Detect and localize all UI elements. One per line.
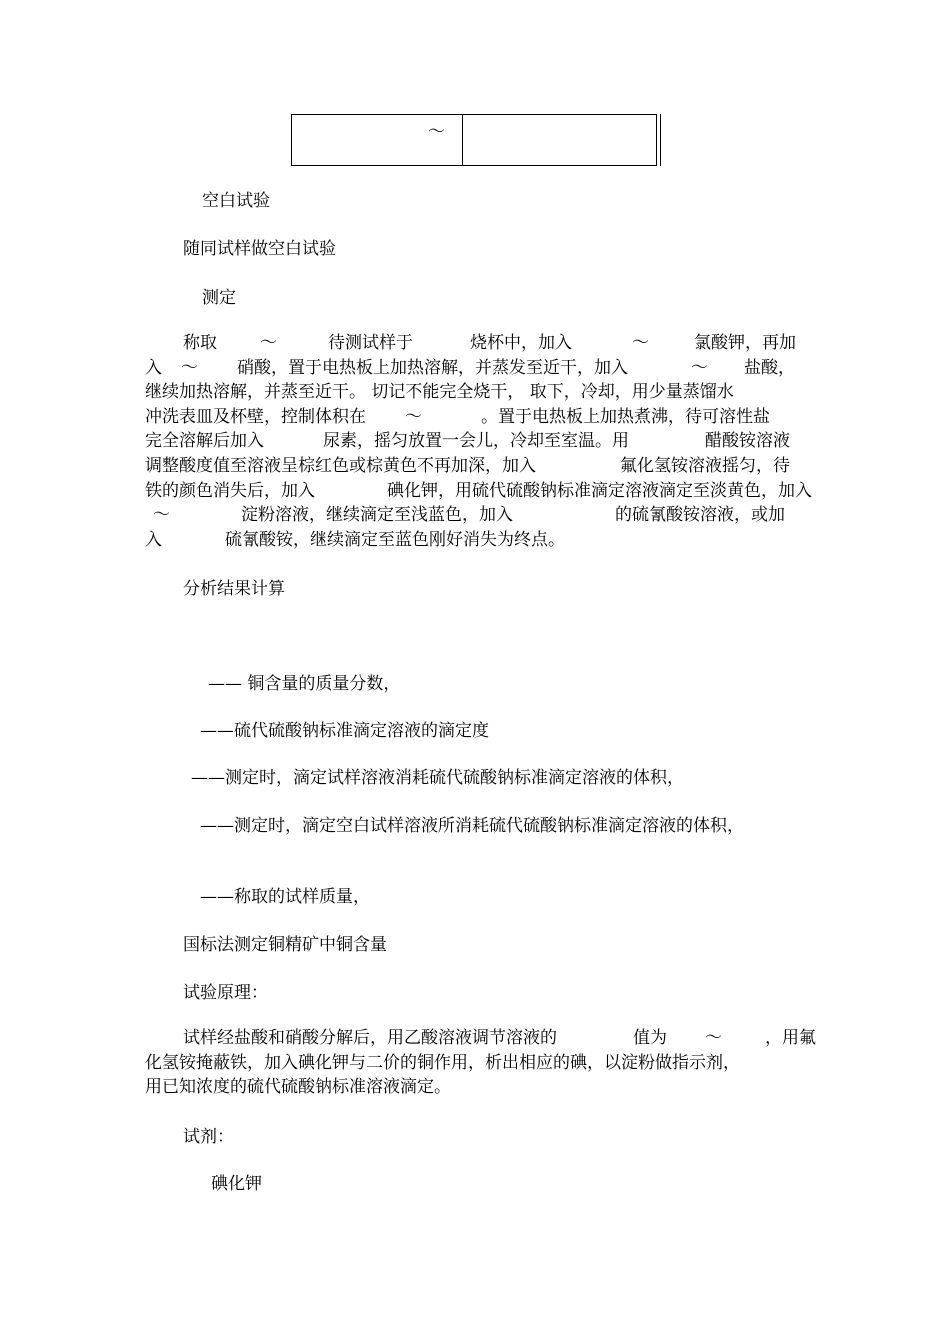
parameter-table bbox=[291, 114, 657, 166]
text-segment: 碘化钾，用硫代硫酸钠标准滴定溶液滴定至淡黄色，加入 bbox=[387, 480, 812, 501]
table-divider bbox=[462, 115, 463, 165]
procedure-row bbox=[145, 454, 810, 479]
procedure-row bbox=[145, 503, 810, 528]
text-segment: 。置于电热板上加热煮沸，待可溶性盐 bbox=[481, 406, 770, 427]
definition-sample-volume: ——测定时，滴定试样溶液消耗硫代硫酸钠标准滴定溶液的体积， bbox=[191, 768, 684, 788]
principle-paragraph bbox=[145, 1026, 816, 1100]
definition-titer: ——硫代硫酸钠标准滴定溶液的滴定度 bbox=[200, 721, 489, 741]
text-segment: 的硫氰酸铵溶液，或加 bbox=[615, 505, 785, 526]
text-segment: ～ bbox=[153, 505, 170, 526]
text-segment: 氟化氢铵溶液摇匀，待 bbox=[620, 455, 790, 476]
heading-reagents: 试剂： bbox=[183, 1127, 234, 1147]
text-segment: 盐酸， bbox=[744, 357, 795, 378]
text-segment: 试样经盐酸和硝酸分解后，用乙酸溶液调节溶液的 bbox=[183, 1028, 557, 1048]
procedure-row bbox=[145, 479, 810, 504]
text-segment: 醋酸铵溶液 bbox=[705, 431, 790, 452]
text-segment: 用已知浓度的硫代硫酸钠标准溶液滴定。 bbox=[145, 1077, 451, 1098]
text-segment: 铁的颜色消失后，加入 bbox=[145, 480, 315, 501]
text-segment: 值为 bbox=[633, 1028, 667, 1048]
text-segment: ～ bbox=[181, 357, 198, 378]
procedure-row bbox=[145, 429, 810, 454]
text-segment: ～ bbox=[632, 333, 649, 353]
heading-blank-test: 空白试验 bbox=[202, 191, 270, 211]
blank-test-description: 随同试样做空白试验 bbox=[183, 239, 336, 259]
heading-calc: 分析结果计算 bbox=[183, 579, 285, 599]
text-segment: 调整酸度值至溶液呈棕红色或棕黄色不再加深，加入 bbox=[145, 455, 536, 476]
procedure-row bbox=[145, 405, 810, 430]
definition-sample-mass: ——称取的试样质量， bbox=[200, 887, 370, 907]
heading-principle: 试验原理： bbox=[183, 983, 268, 1003]
text-segment: ～ bbox=[691, 357, 708, 378]
text-segment: 称取 bbox=[183, 333, 217, 353]
text-segment: ～ bbox=[405, 406, 422, 427]
procedure-row bbox=[145, 528, 810, 553]
text-segment: 继续加热溶解，并蒸至近干。 切记不能完全烧干， 取下，冷却，用少量蒸馏水 bbox=[145, 382, 734, 403]
text-segment: ，用氟 bbox=[765, 1028, 816, 1048]
reagent-ki: 碘化钾 bbox=[211, 1174, 262, 1194]
procedure-row bbox=[145, 356, 810, 381]
text-segment: 氯酸钾，再加 bbox=[694, 333, 796, 353]
procedure-row bbox=[145, 380, 810, 405]
principle-row bbox=[145, 1075, 810, 1100]
principle-row bbox=[145, 1051, 810, 1076]
text-segment: 待测试样于 bbox=[328, 333, 413, 353]
text-segment: 化氢铵掩蔽铁，加入碘化钾与二价的铜作用，析出相应的碘，以淀粉做指示剂， bbox=[145, 1052, 740, 1073]
text-segment: 硝酸，置于电热板上加热溶解，并蒸发至近干，加入 bbox=[237, 357, 628, 378]
principle-row bbox=[145, 1026, 816, 1051]
text-segment: ～ bbox=[705, 1028, 722, 1048]
text-segment: 烧杯中，加入 bbox=[470, 333, 572, 353]
table-cell-range: ～ bbox=[428, 122, 445, 142]
text-segment: 冲洗表皿及杯壁，控制体积在 bbox=[145, 406, 366, 427]
heading-gb-method: 国标法测定铜精矿中铜含量 bbox=[183, 935, 387, 955]
definition-blank-volume: ——测定时，滴定空白试样溶液所消耗硫代硫酸钠标准滴定溶液的体积， bbox=[200, 816, 744, 836]
table-double-border bbox=[660, 114, 661, 166]
text-segment: ～ bbox=[260, 333, 277, 353]
definition-copper-fraction: —— 铜含量的质量分数， bbox=[208, 674, 401, 694]
heading-measurement: 测定 bbox=[202, 288, 236, 308]
text-segment: 尿素，摇匀放置一会儿，冷却至室温。用 bbox=[323, 431, 629, 452]
text-segment: 入 bbox=[145, 529, 162, 550]
procedure-paragraph bbox=[145, 331, 810, 552]
text-segment: 入 bbox=[145, 357, 162, 378]
procedure-row bbox=[145, 331, 810, 356]
text-segment: 淀粉溶液，继续滴定至浅蓝色，加入 bbox=[241, 505, 513, 526]
text-segment: 完全溶解后加入 bbox=[145, 431, 264, 452]
text-segment: 硫氰酸铵，继续滴定至蓝色刚好消失为终点。 bbox=[225, 529, 565, 550]
